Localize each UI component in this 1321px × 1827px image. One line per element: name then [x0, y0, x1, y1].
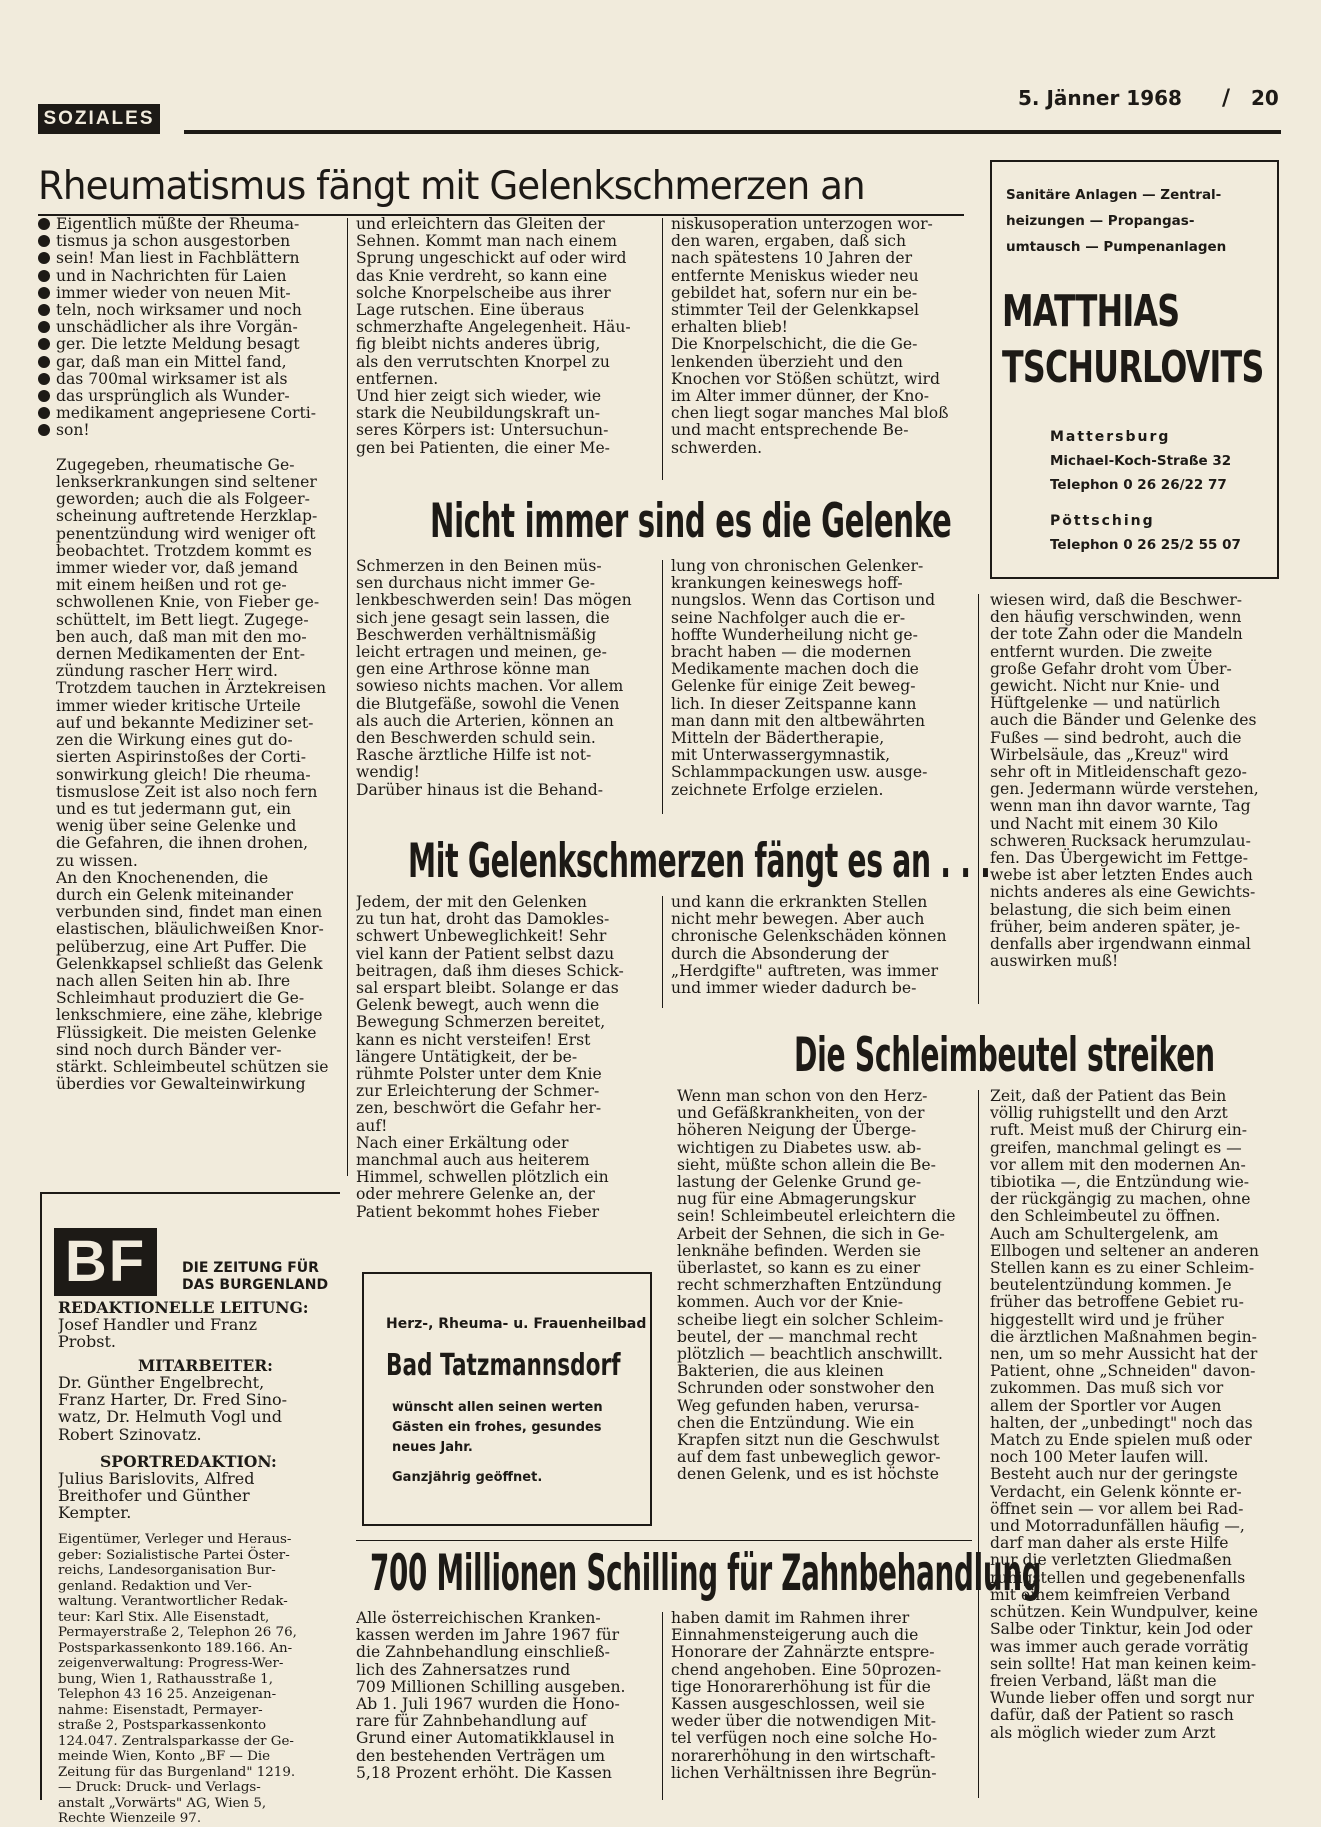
bullet-dot [38, 321, 50, 333]
ad-location-mattersburg: Mattersburg [1050, 429, 1171, 445]
heading-zahn: 700 Millionen Schilling für Zahnbehandlung [370, 1544, 1042, 1602]
ad-spa-type: Herz-, Rheuma- u. Frauenheilbad [386, 1316, 647, 1332]
bullet-dot [38, 218, 50, 230]
bullet-dot [38, 252, 50, 264]
column-rule [347, 218, 348, 1176]
ad-company-name: MATTHIAS TSCHURLOVITS [1002, 286, 1264, 393]
ad-street: Michael-Koch-Straße 32 [1050, 453, 1232, 469]
ad-spa-wishes: wünscht allen seinen werten Gästen ein frohes, gesundes neues Jahr. [392, 1400, 603, 1455]
sport-heading: SPORTREDAKTION: [100, 1452, 277, 1471]
paper-logo: BF [54, 1228, 157, 1296]
bullet-dot [38, 287, 50, 299]
bullet-dot [38, 304, 50, 316]
article-title: Rheumatismus fängt mit Gelenkschmerzen an [38, 164, 865, 209]
ad-location-poettsching: Pöttsching [1050, 513, 1155, 529]
ad-services: Sanitäre Anlagen — Zentral- heizungen — Propangas- umtausch — Pumpenanlagen [1006, 187, 1227, 255]
main-article-col3: niskusoperation unterzogen wor- den waren, ergaben, daß sich nach spätestens 10 Jahren der entfernte Meniskus wieder neu gebildet hat, sofern nur ein be- stimmter Teil der Gelenkkapsel erhalten blieb! Die Knorpelschicht, die die Ge- lenkenden überzieht und den Knochen vor Stößen schützt, wird im Alter immer dünner, der Kno- chen liegt sogar manches Mal bloß und macht entsprechende Be- schwerden. [671, 216, 949, 457]
column-rule [978, 594, 979, 1004]
column-rule [662, 896, 663, 1008]
issue-date: 5. Jänner 1968 [1018, 86, 1182, 110]
ad-phone-mattersburg: Telephon 0 26 26/22 77 [1050, 477, 1227, 493]
ad-spa-open: Ganzjährig geöffnet. [392, 1470, 543, 1485]
bullet-dot [38, 373, 50, 385]
zahn-top-rule [356, 1540, 972, 1541]
bullet-dot [38, 424, 50, 436]
schleimbeutel-col2: Zeit, daß der Patient das Bein völlig ruhigstellt und den Arzt ruft. Meist muß der Chirurg ein- greifen, manchmal gelingt es — vor allem mit den modernen An- tibiotika —, die Entzündung wie- der rückgängig zu machen, ohne den Schleimbeutel zu öffnen. Auch am Schultergelenk, am Ellbogen und seltener an anderen Stellen kann es zu einer Schleim- beutelentzündung kommen. Je früher das betroffene Gebiet ru- higgestellt wird und je früher die ärztlichen Maßnahmen begin- nen, um so mehr Aussicht hat der Patient, ohne „Schneiden" davon- zukommen. Das muß sich vor allem der Sportler vor Augen halten, der „unbedingt" noch das Match zu Ende spielen muß oder noch 100 Meter laufen will. Besteht auch nur der geringste Verdacht, ein Gelenk könnte er- öffnet sein — vor allem bei Rad- und Motorradunfällen häufig —, darf man daher als erste Hilfe nur die verletzten Gliedmaßen ruhigstellen und gegebenenfalls mit einem keimfreien Verband schützen. Kein Wundpulver, keine Salbe oder Tinktur, kein Jod oder was immer auch gerade vorrätig sein sollte! Hat man keinen keim- freien Verband, läßt man die Wunde lieber offen und sorgt nur dafür, daß der Patient so rasch als möglich wieder zum Arzt [990, 1088, 1259, 1742]
bullet-dot [38, 270, 50, 282]
ad-tatzmannsdorf [362, 1272, 652, 1526]
bullet-dot [38, 407, 50, 419]
ad-tschurlovits [990, 160, 1279, 579]
column-rule [662, 1612, 663, 1800]
bullet-dot [38, 338, 50, 350]
column-rule [978, 1090, 979, 1798]
staff-heading: MITARBEITER: [138, 1356, 273, 1375]
sport-names: Julius Barislovits, Alfred Breithofer und Günther Kempter. [58, 1470, 255, 1523]
bullet-dot [38, 390, 50, 402]
gelenke-col3: wiesen wird, daß die Beschwer- den häufig verschwinden, wenn der tote Zahn oder die Mandeln entfernt wurden. Die zweite große Gefahr droht vom Über- gewicht. Nicht nur Knie- und Hüftgelenke — und natürlich auch die Bänder und Gelenke des Fußes — sind bedroht, auch die Wirbelsäule, das „Kreuz" wird sehr oft in Mitleidenschaft gezo- gen. Jedermann würde verstehen, wenn man ihn davor warnte, Tag und Nacht mit einem 30 Kilo schweren Rucksack herumzulau- fen. Das Übergewicht im Fettge- webe ist aber letzten Endes auch nichts anderes als eine Gewichts- belastung, die sich beim einen früher, beim anderen später, je- denfalls aber irgendwann einmal auswirken muß! [990, 592, 1259, 971]
lead-names: Josef Handler und Franz Probst. [58, 1316, 258, 1352]
gelenke-col1: Schmerzen in den Beinen müs- sen durchaus nicht immer Ge- lenkbeschwerden sein! Das mögen sich jene gesagt sein lassen, die Beschwerden verhältnismäßig leicht ertragen und meinen, ge- gen eine Arthrose könne man sowieso nichts machen. Vor allem die Blutgefäße, sowohl die Venen als auch die Arterien, können an den Beschwerden schuld sein. Rasche ärztliche Hilfe ist not- wendig! Darüber hinaus ist die Behand- [356, 558, 632, 799]
main-article-col2: und erleichtern das Gleiten der Sehnen. Kommt man nach einem Sprung ungeschickt auf oder wird das Knie verdreht, so kann eine solche Knorpelscheibe aus ihrer Lage rutschen. Eine überaus schmerzhafte Angelegenheit. Häu- fig bleibt nichts anderes übrig, als den verrutschten Knorpel zu entfernen. Und hier zeigt sich wieder, wie stark die Neubildungskraft un- seres Körpers ist: Untersuchun- gen bei Patienten, die einer Me- [356, 216, 631, 457]
bullet-dot [38, 356, 50, 368]
main-article-col1: Eigentlich müßte der Rheuma- tismus ja schon ausgestorben sein! Man liest in Fachblättern und in Nachrichten für Laien immer wieder von neuen Mit- teln, noch wirksamer und noch unschädlicher als ihre Vorgän- ger. Die letzte Meldung besagt gar, daß man ein Mittel fand, das 700mal wirksamer ist als das ursprünglich als Wunder- medikament angepriesene Corti- son! Zugegeben, rheumatische Ge- lenkserkrankungen sind seltener geworden; auch die als Folgeer- scheinung auftretende Herzklap- penentzündung wird weniger oft beobachtet. Trotzdem kommt es immer wieder vor, daß jemand mit einem heißen und rot ge- schwollenen Knie, von Fieber ge- schüttelt, im Bett liegt. Zugege- ben auch, daß man mit den mo- dernen Medikamenten der Ent- zündung rascher Herr wird. Trotzdem tauchen in Ärztekreisen immer wieder kritische Urteile auf und bekannte Mediziner set- zen die Wirkung eines gut do- sierten Aspirinstoßes der Corti- sonwirkung gleich! Die rheuma- tismuslose Zeit ist also noch fern und es tut jedermann gut, ein wenig über seine Gelenke und die Gefahren, die ihnen drohen, zu wissen. An den Knochenenden, die durch ein Gelenk miteinander verbunden sind, findet man einen elastischen, bläulichweißen Knor- pelüberzug, eine Art Puffer. Die Gelenkkapsel schließt das Gelenk nach allen Seiten hin ab. Ihre Schleimhaut produziert die Ge- lenkschmiere, eine zähe, klebrige Flüssigkeit. Die meisten Gelenke sind noch durch Bänder ver- stärkt. Schleimbeutel schützen sie überdies vor Gewalteinwirkung [56, 216, 329, 1094]
ad-spa-name: Bad Tatzmannsdorf [386, 1348, 621, 1383]
column-rule [662, 218, 663, 480]
heading-schleimbeutel: Die Schleimbeutel streiken [794, 1028, 1215, 1083]
paper-name: DIE ZEITUNG FÜR DAS BURGENLAND [182, 1260, 329, 1293]
date-page-divider: / [1222, 86, 1231, 111]
heading-gelenke: Nicht immer sind es die Gelenke [430, 494, 952, 549]
header-rule [184, 130, 1281, 134]
page-number: 20 [1251, 86, 1279, 110]
staff-names: Dr. Günther Engelbrecht, Franz Harter, Dr. Fred Sino- watz, Dr. Helmuth Vogl und Robert Szinovatz. [58, 1374, 288, 1444]
intro-bullets [38, 218, 50, 441]
faengt-col1: Jedem, der mit den Gelenken zu tun hat, droht das Damokles- schwert Unbeweglichkeit! Sehr viel kann der Patient selbst dazu beitragen, daß ihm dieses Schick- sal erspart bleibt. Solange er das Gelenk bewegt, auch wenn die Bewegung Schmerzen bereitet, kann es nicht versteifen! Erst längere Untätigkeit, der be- rühmte Polster unter dem Knie zur Erleichterung der Schmer- zen, beschwört die Gefahr her- auf! Nach einer Erkältung oder manchmal auch aus heiterem Himmel, schwellen plötzlich ein oder mehrere Gelenke an, der Patient bekommt hohes Fieber [356, 894, 624, 1221]
heading-faengt: Mit Gelenkschmerzen fängt es an . . . [408, 834, 991, 889]
gelenke-col2: lung von chronischen Gelenker- krankungen keineswegs hoff- nungslos. Wenn das Cortison und seine Nachfolger auch die er- hoffte Wunderheilung nicht ge- bracht haben — die modernen Medikamente machen doch die Gelenke für einige Zeit beweg- lich. In dieser Zeitspanne kann man dann mit den altbewährten Mitteln der Bädertherapie, mit Unterwassergymnastik, Schlammpackungen usw. ausge- zeichnete Erfolge erzielen. [671, 558, 936, 799]
column-rule [662, 560, 663, 814]
faengt-col2: und kann die erkrankten Stellen nicht mehr bewegen. Aber auch chronische Gelenkschäden können durch die Absonderung der „Herdgifte" auftreten, was immer und immer wieder dadurch be- [671, 894, 947, 998]
impressum-legal: Eigentümer, Verleger und Heraus- geber: Sozialistische Partei Öster- reichs, Landesorganisation Bur- genland. Redaktion und Ver- waltung. Verantwortlicher Redak- teur: Karl Stix. Alle Eisenstadt, Permayerstraße 2, Telephon 26 76, Postsparkassenkonto 189.166. An- zeigenverwaltung: Progress-Wer- bung, Wien 1, Rathausstraße 1, Telephon 43 16 25. Anzeigenan- nahme: Eisenstadt, Permayer- straße 2, Postsparkassenkonto 124.047. Zentralsparkasse der Ge- meinde Wien, Konto „BF — Die Zeitung für das Burgenland" 1219. — Druck: Druck- und Verlags- anstalt „Vorwärts" AG, Wien 5, Rechte Wienzeile 97. [58, 1532, 297, 1826]
section-label: SOZIALES [38, 104, 160, 134]
schleimbeutel-col1: Wenn man schon von den Herz- und Gefäßkrankheiten, von der höheren Neigung der Überge- wichtigen zu Diabetes usw. ab- sieht, müßte schon allein die Be- lastung der Gelenke Grund ge- nug für eine Abmagerungskur sein! Schleimbeutel erleichtern die Arbeit der Sehnen, die sich in Ge- lenknähe befinden. Werden sie überlastet, so kann es zu einer recht schmerzhaften Entzündung kommen. Auch vor der Knie- scheibe liegt ein solcher Schleim- beutel, der — manchmal recht plötzlich — beachtlich anschwillt. Bakterien, die aus kleinen Schrunden oder sonstwoher den Weg gefunden haben, verursa- chen die Entzündung. Wie ein Krapfen sitzt nun die Geschwulst auf dem fast unbeweglich gewor- denen Gelenk, und es ist höchste [677, 1088, 956, 1484]
impressum-left-rule [40, 1192, 42, 1800]
zahn-col2: haben damit im Rahmen ihrer Einnahmensteigerung auch die Honorare der Zahnärzte entspre- chend angehoben. Eine 50prozen- tige Honorarerhöhung ist für die Kassen ausgeschlossen, weil sie weder über die notwendigen Mit- tel verfügen noch eine solche Ho- norarerhöhung in den wirtschaft- lichen Verhältnissen ihre Begrün- [671, 1610, 942, 1782]
impressum-top-rule [40, 1192, 340, 1194]
lead-heading: REDAKTIONELLE LEITUNG: [58, 1298, 309, 1317]
zahn-col1: Alle österreichischen Kranken- kassen werden im Jahre 1967 für die Zahnbehandlung einschließ- lich des Zahnersatzes rund 709 Millionen Schilling ausgeben. Ab 1. Juli 1967 wurden die Hono- rare für Zahnbehandlung auf Grund einer Automatikklausel in den bestehenden Verträgen um 5,18 Prozent erhöht. Die Kassen [356, 1610, 626, 1782]
bullet-dot [38, 235, 50, 247]
ad-phone-poettsching: Telephon 0 26 25/2 55 07 [1050, 537, 1241, 553]
